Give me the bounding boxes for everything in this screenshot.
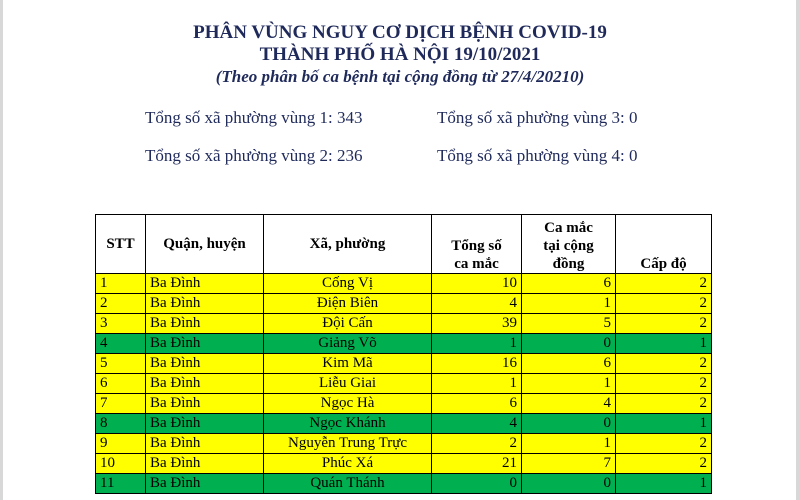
- document-header: [0, 22, 800, 88]
- cell-district: Ba Đình: [146, 454, 264, 474]
- table-row: [96, 274, 712, 294]
- cell-level: 2: [616, 454, 712, 474]
- header-total-cases-line-2: ca mắc: [454, 256, 499, 272]
- cell-stt: 10: [96, 454, 146, 474]
- header-ward: Xã, phường: [264, 215, 432, 274]
- cell-total-cases: 1: [432, 334, 522, 354]
- cell-stt: 4: [96, 334, 146, 354]
- cell-level: 2: [616, 314, 712, 334]
- cell-community-cases: 0: [522, 414, 616, 434]
- header-community-cases-line-2: tại cộng: [543, 238, 594, 254]
- table-row: [96, 294, 712, 314]
- stat-zone-4: Tổng số xã phường vùng 4: 0: [437, 146, 638, 165]
- cell-level: 2: [616, 434, 712, 454]
- table-row: [96, 414, 712, 434]
- table-row: [96, 474, 712, 494]
- cell-level: 1: [616, 414, 712, 434]
- cell-community-cases: 4: [522, 394, 616, 414]
- cell-total-cases: 6: [432, 394, 522, 414]
- cell-stt: 6: [96, 374, 146, 394]
- cell-community-cases: 7: [522, 454, 616, 474]
- cell-community-cases: 0: [522, 334, 616, 354]
- table-row: [96, 354, 712, 374]
- cell-district: Ba Đình: [146, 434, 264, 454]
- header-total-cases-line-1: Tổng số: [451, 238, 502, 254]
- cell-total-cases: 10: [432, 274, 522, 294]
- cell-ward: Ngọc Hà: [264, 394, 432, 414]
- title-line-1: PHÂN VÙNG NGUY CƠ DỊCH BỆNH COVID-19: [193, 22, 607, 43]
- cell-stt: 1: [96, 274, 146, 294]
- cell-district: Ba Đình: [146, 334, 264, 354]
- cell-ward: Cống Vị: [264, 274, 432, 294]
- cell-level: 1: [616, 474, 712, 494]
- table-row: [96, 394, 712, 414]
- cell-community-cases: 6: [522, 354, 616, 374]
- cell-stt: 9: [96, 434, 146, 454]
- cases-table: [95, 214, 712, 494]
- cell-total-cases: 39: [432, 314, 522, 334]
- cell-community-cases: 1: [522, 434, 616, 454]
- table-row: [96, 314, 712, 334]
- cell-level: 2: [616, 374, 712, 394]
- cell-level: 2: [616, 294, 712, 314]
- stat-zone-2: Tổng số xã phường vùng 2: 236: [145, 146, 363, 165]
- stat-zone-3: Tổng số xã phường vùng 3: 0: [437, 108, 638, 127]
- cell-level: 2: [616, 274, 712, 294]
- cell-stt: 2: [96, 294, 146, 314]
- table-row: [96, 434, 712, 454]
- table-row: [96, 454, 712, 474]
- cell-ward: Đội Cấn: [264, 314, 432, 334]
- cell-district: Ba Đình: [146, 294, 264, 314]
- cell-district: Ba Đình: [146, 414, 264, 434]
- table-row: [96, 334, 712, 354]
- cell-ward: Kim Mã: [264, 354, 432, 374]
- cell-level: 2: [616, 354, 712, 374]
- cell-district: Ba Đình: [146, 274, 264, 294]
- cell-stt: 11: [96, 474, 146, 494]
- cell-district: Ba Đình: [146, 314, 264, 334]
- cell-total-cases: 1: [432, 374, 522, 394]
- cell-total-cases: 21: [432, 454, 522, 474]
- subtitle: (Theo phân bố ca bệnh tại cộng đồng từ 27/4/20210): [215, 67, 585, 86]
- header-total-cases: [432, 215, 522, 274]
- cell-stt: 7: [96, 394, 146, 414]
- header-stt: STT: [96, 215, 146, 274]
- cell-stt: 3: [96, 314, 146, 334]
- cell-total-cases: 4: [432, 294, 522, 314]
- cell-ward: Phúc Xá: [264, 454, 432, 474]
- cell-community-cases: 5: [522, 314, 616, 334]
- cell-total-cases: 0: [432, 474, 522, 494]
- cell-district: Ba Đình: [146, 474, 264, 494]
- cell-stt: 8: [96, 414, 146, 434]
- table-header-row: [96, 215, 712, 274]
- cell-community-cases: 1: [522, 374, 616, 394]
- cell-ward: Ngọc Khánh: [264, 414, 432, 434]
- cell-ward: Liễu Giai: [264, 374, 432, 394]
- cell-community-cases: 6: [522, 274, 616, 294]
- header-community-cases-line-3: đồng: [552, 256, 585, 272]
- cell-community-cases: 0: [522, 474, 616, 494]
- stat-zone-1: Tổng số xã phường vùng 1: 343: [145, 108, 363, 127]
- header-level: Cấp độ: [616, 215, 712, 274]
- table-row: [96, 374, 712, 394]
- cell-community-cases: 1: [522, 294, 616, 314]
- cell-district: Ba Đình: [146, 374, 264, 394]
- header-district: Quận, huyện: [146, 215, 264, 274]
- cell-ward: Giảng Võ: [264, 334, 432, 354]
- cell-level: 1: [616, 334, 712, 354]
- cell-stt: 5: [96, 354, 146, 374]
- cell-level: 2: [616, 394, 712, 414]
- header-community-cases: [522, 215, 616, 274]
- cell-district: Ba Đình: [146, 354, 264, 374]
- cell-ward: Điện Biên: [264, 294, 432, 314]
- cell-ward: Quán Thánh: [264, 474, 432, 494]
- cell-district: Ba Đình: [146, 394, 264, 414]
- cell-total-cases: 4: [432, 414, 522, 434]
- cell-ward: Nguyễn Trung Trực: [264, 434, 432, 454]
- title-line-2: THÀNH PHỐ HÀ NỘI 19/10/2021: [259, 44, 541, 65]
- cell-total-cases: 2: [432, 434, 522, 454]
- table-body: [96, 274, 712, 494]
- header-community-cases-line-1: Ca mắc: [544, 220, 593, 236]
- cell-total-cases: 16: [432, 354, 522, 374]
